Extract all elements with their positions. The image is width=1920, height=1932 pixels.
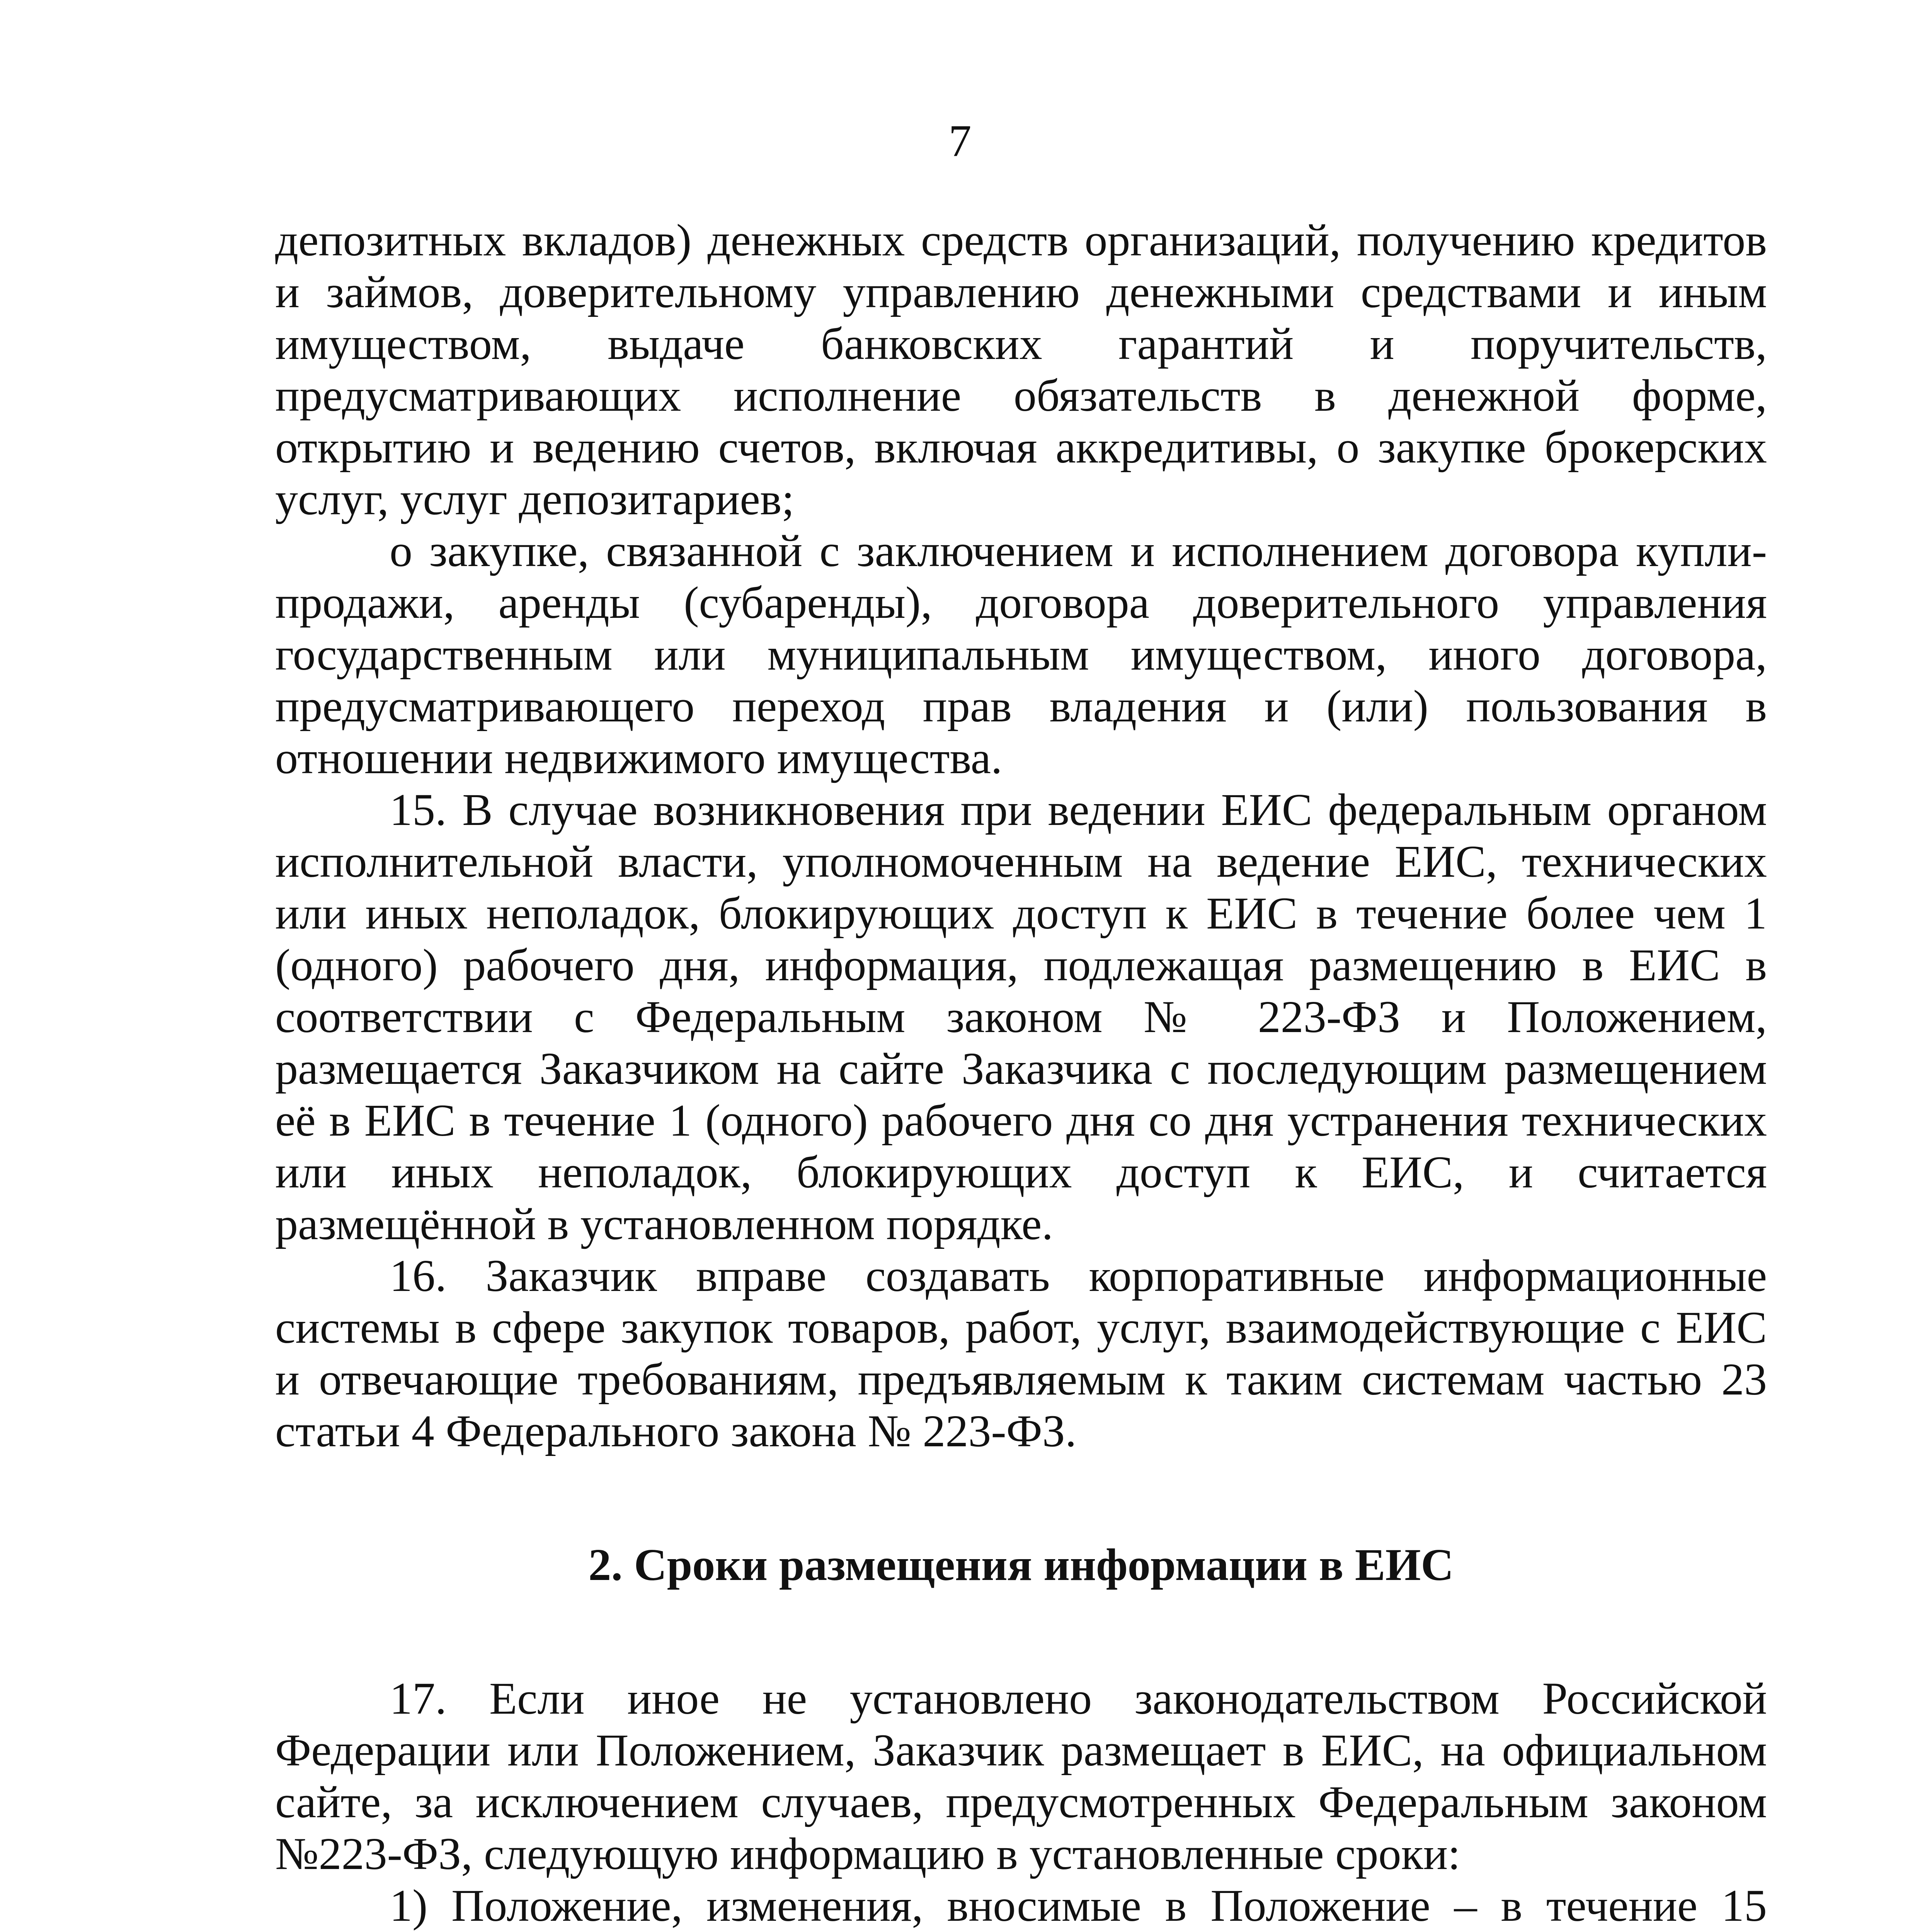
list-item-1: 1) Положение, изменения, вносимые в Положение – в течение 15	[390, 1880, 1767, 1931]
paragraph-item-15: 15. В случае возникновения при ведении ЕИС федеральным органом исполнительной власти, уполномоченным на ведение ЕИС, технических или иных неполадок, блокирующих доступ к ЕИС в течение более чем 1 (одного) рабочего дня, информация, подлежащая размещению в ЕИС в соответствии с Федеральным законом № 223-ФЗ и Положением, размещается Заказчиком на сайте Заказчика с последующим размещением её в ЕИС в течение 1 (одного) рабочего дня со дня устранения технических или иных неполадок, блокирующих доступ к ЕИС, и считается размещённой в установленном порядке.	[275, 784, 1767, 1249]
paragraph-item-17: 17. Если иное не установлено законодательством Российской Федерации или Положением, Заказчик размещает в ЕИС, на официальном сайте, за исключением случаев, предусмотренных Федеральным законом №223-ФЗ, следующую информацию в установленные сроки:	[275, 1673, 1767, 1879]
paragraph-continuation: депозитных вкладов) денежных средств организаций, получению кредитов и займов, доверительному управлению денежными средствами и иным имуществом, выдаче банковских гарантий и поручительств, предусматривающих исполнение обязательств в денежной форме, открытию и ведению счетов, включая аккредитивы, о закупке брокерских услуг, услуг депозитариев;	[275, 215, 1767, 524]
page-number: 7	[948, 116, 972, 166]
document-body	[275, 214, 1767, 1932]
section-heading: 2. Сроки размещения информации в ЕИС	[588, 1539, 1454, 1590]
paragraph-purchase-lease: о закупке, связанной с заключением и исполнением договора купли-продажи, аренды (субаренды), договора доверительного управления государственным или муниципальным имуществом, иного договора, предусматривающего переход прав владения и (или) пользования в отношении недвижимого имущества.	[275, 526, 1767, 783]
paragraph-item-16: 16. Заказчик вправе создавать корпоративные информационные системы в сфере закупок товаров, работ, услуг, взаимодействующие с ЕИС и отвечающие требованиям, предъявляемым к таким системам частью 23 статьи 4 Федерального закона № 223-ФЗ.	[275, 1250, 1767, 1456]
